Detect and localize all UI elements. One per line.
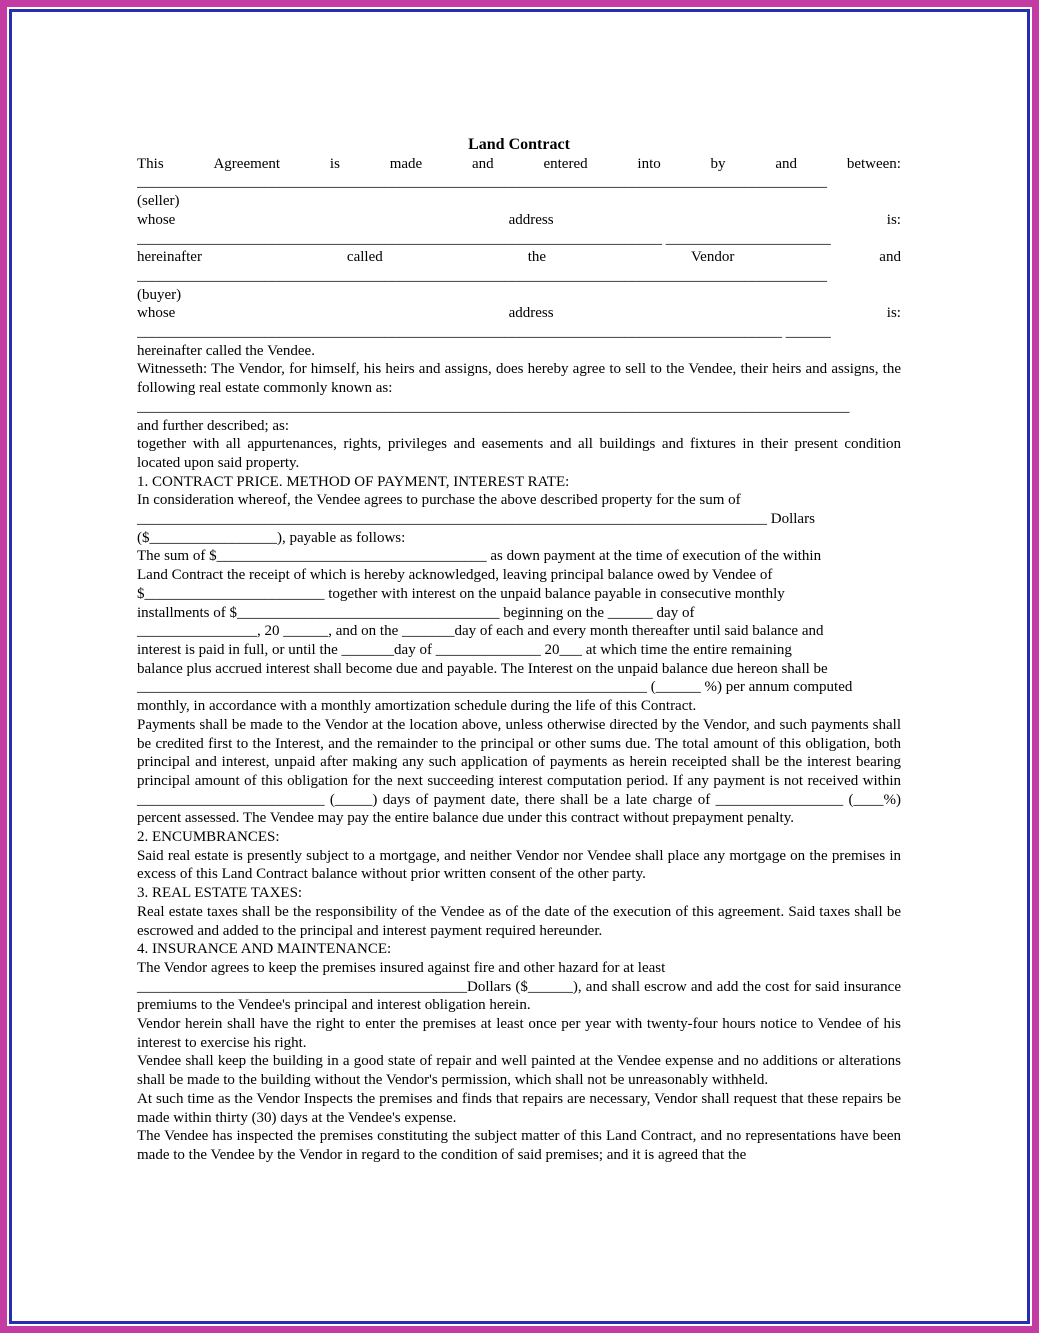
blank-line: ____________________________________________________________________________________________: [137, 267, 827, 284]
word: Agreement: [213, 155, 281, 172]
paragraph: balance plus accrued interest shall become due and payable. The Interest on the unpaid balance due hereon shall be: [137, 660, 828, 677]
paragraph: The Vendor agrees to keep the premises insured against fire and other hazard for at least: [137, 959, 666, 976]
paragraph: and further described; as:: [137, 417, 290, 434]
paragraph: ________________, 20 ______, and on the _______day of each and every month thereafter until said balance and: [137, 623, 824, 640]
justified-line: [137, 211, 901, 230]
paragraph: ____________________________________________Dollars ($______), and shall escrow and add the cost for said insurance premiums to the Vendee's principal and interest obligation herein.: [137, 978, 901, 1014]
blank-line: ____________________________________________________________________________________________: [137, 174, 827, 191]
word: between:: [846, 155, 901, 172]
word: is: [329, 155, 340, 172]
word: and: [472, 155, 494, 172]
paragraph: Real estate taxes shall be the responsibility of the Vendee as of the date of the execution of this agreement. Said taxes shall be escrowed and added to the principal and interest payment required hereunder.: [137, 903, 901, 939]
word: hereinafter: [137, 249, 202, 266]
paragraph: ($_________________), payable as follows:: [137, 529, 406, 546]
word: made: [389, 155, 423, 172]
paragraph: together with all appurtenances, rights, privileges and easements and all buildings and fixtures in their present condition located upon said property.: [137, 436, 901, 471]
word: by: [710, 155, 726, 172]
blank-line: ______________________________________________________________________________________ ______: [137, 324, 831, 341]
paragraph: Vendor herein shall have the right to enter the premises at least once per year with twenty-four hours notice to Vendee of his interest to exercise his right.: [137, 1016, 901, 1051]
paragraph: Land Contract the receipt of which is hereby acknowledged, leaving principal balance owed by Vendee of: [137, 567, 773, 584]
document-body: [137, 155, 901, 1165]
section-heading: 4. INSURANCE AND MAINTENANCE:: [137, 941, 392, 958]
word: address: [508, 211, 554, 228]
section-heading: 3. REAL ESTATE TAXES:: [137, 885, 303, 902]
justified-line: [137, 304, 901, 323]
word: whose: [137, 211, 176, 228]
word: and: [879, 249, 901, 266]
section-heading: 2. ENCUMBRANCES:: [137, 829, 280, 846]
paragraph: Said real estate is presently subject to a mortgage, and neither Vendor nor Vendee shall place any mortgage on the premises in excess of this Land Contract balance without prior written consent of the other party.: [137, 847, 901, 883]
document: [137, 136, 901, 1165]
paragraph: $________________________ together with interest on the unpaid balance payable in consecutive monthly: [137, 585, 785, 602]
paragraph: In consideration whereof, the Vendee agrees to purchase the above described property for the sum of: [137, 492, 741, 509]
word: the: [527, 249, 547, 266]
word: and: [775, 155, 798, 172]
paragraph: installments of $___________________________________ beginning on the ______ day of: [137, 604, 695, 621]
paragraph: Witnesseth: The Vendor, for himself, his heirs and assigns, does hereby agree to sell to the Vendee, their heirs and assigns, the following real estate commonly known as:: [137, 361, 901, 397]
word: is:: [886, 211, 901, 228]
word: whose: [137, 305, 176, 322]
paragraph: The sum of $____________________________________ as down payment at the time of execution of the within: [137, 548, 822, 565]
word: is:: [886, 305, 901, 322]
paragraph: ____________________________________________________________________________________ Dollars: [137, 511, 815, 528]
section-heading: 1. CONTRACT PRICE. METHOD OF PAYMENT, INTEREST RATE:: [137, 473, 570, 490]
word: called: [346, 249, 383, 266]
justified-line: [137, 155, 901, 174]
paragraph: interest is paid in full, or until the _______day of ______________ 20___ at which time the entire remaining: [137, 641, 792, 658]
paragraph: (seller): [137, 193, 180, 210]
blank-line: ______________________________________________________________________ ______________________: [137, 230, 831, 247]
paragraph: hereinafter called the Vendee.: [137, 342, 315, 359]
word: into: [637, 155, 661, 172]
paragraph: (buyer): [137, 286, 182, 303]
paragraph: Payments shall be made to the Vendor at the location above, unless otherwise directed by the Vendor, and such payments shall be credited first to the Interest, and the remainder to the principal or other sums due. The total amount of this obligation, both principal and interest, unpaid after making any such application of payments as herein receipted shall be the interest bearing principal amount of this obligation for the next succeeding interest computation period. If any payment is not received within _________________________ (_____) days of payment date, there shall be a late charge of _________________ (____%) percent assessed. The Vendee may pay the entire balance due under this contract without prepayment penalty.: [137, 716, 901, 827]
paragraph: At such time as the Vendor Inspects the premises and finds that repairs are necessary, Vendor shall request that these repairs be made within thirty (30) days at the Vendee's expense.: [137, 1090, 901, 1126]
word: address: [508, 305, 554, 322]
paragraph: ____________________________________________________________________ (______ %) per annum computed: [137, 679, 853, 696]
word: entered: [543, 155, 588, 172]
page-inner-border: [9, 9, 1030, 1324]
paragraph: The Vendee has inspected the premises constituting the subject matter of this Land Contract, and no representations have been made to the Vendee by the Vendor in regard to the condition of said premises; and it is agreed that the: [137, 1128, 901, 1163]
paragraph: Vendee shall keep the building in a good state of repair and well painted at the Vendee expense and no additions or alterations shall be made to the building without the Vendor's permission, which shall not be unreasonably withheld.: [137, 1053, 901, 1089]
paragraph: monthly, in accordance with a monthly amortization schedule during the life of this Contract.: [137, 698, 697, 715]
word: Vendor: [691, 249, 735, 266]
word: This: [137, 155, 164, 172]
justified-line: [137, 248, 901, 267]
blank-line: _______________________________________________________________________________________________: [137, 398, 850, 415]
document-title: Land Contract: [468, 136, 570, 153]
